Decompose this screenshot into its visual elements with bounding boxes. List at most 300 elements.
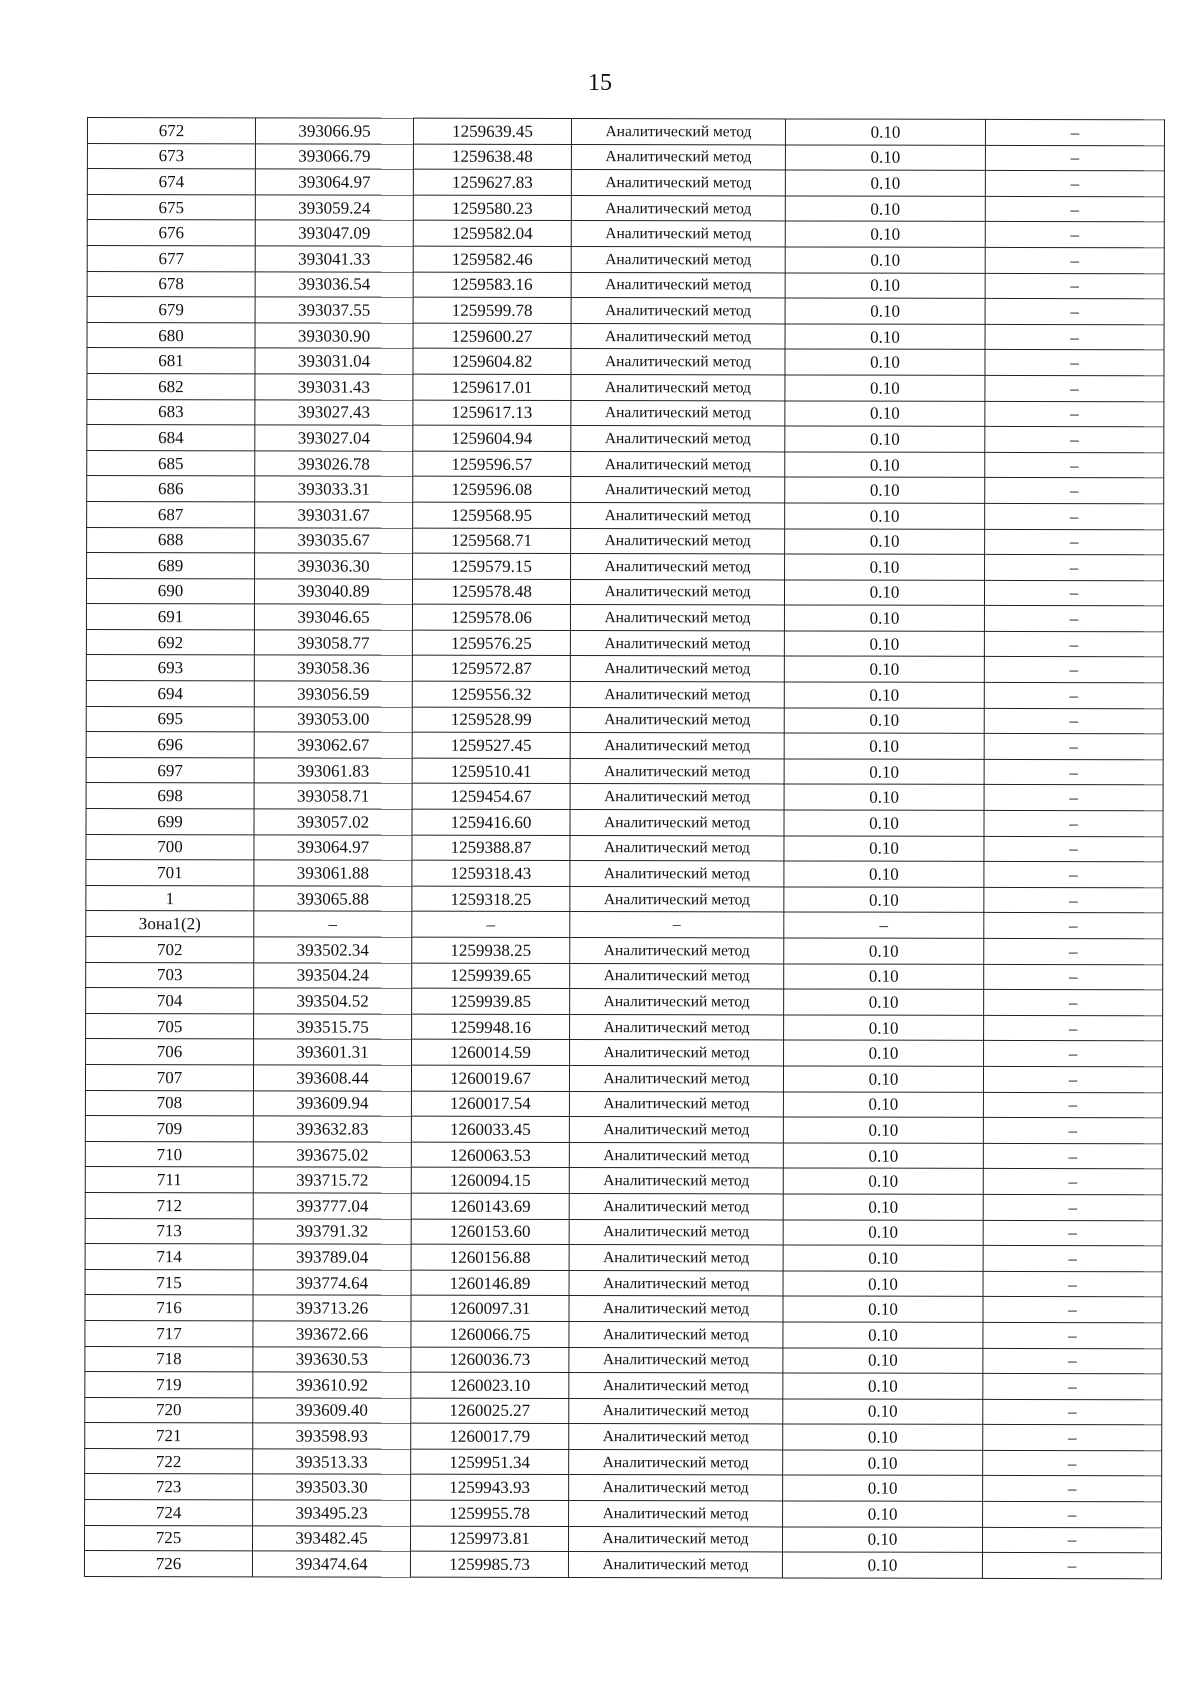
point-number-cell: 726 — [84, 1551, 252, 1577]
y-coordinate-cell: 1260094.15 — [411, 1168, 569, 1194]
point-number-cell: 703 — [86, 962, 254, 988]
description-cell: – — [983, 1143, 1162, 1169]
table-row — [86, 860, 1163, 888]
x-coordinate-cell: 393058.77 — [254, 630, 412, 656]
method-cell: Аналитический метод — [571, 528, 785, 554]
table-row — [87, 143, 1164, 171]
method-cell: Аналитический метод — [570, 861, 784, 887]
accuracy-cell: 0.10 — [783, 1475, 983, 1501]
point-number-cell: 704 — [86, 988, 254, 1014]
table-row — [85, 1141, 1162, 1169]
method-cell: Аналитический метод — [569, 1193, 783, 1219]
x-coordinate-cell: 393047.09 — [255, 220, 413, 246]
accuracy-cell: 0.10 — [784, 708, 984, 734]
accuracy-cell: 0.10 — [784, 938, 984, 964]
table-row — [85, 1167, 1162, 1195]
x-coordinate-cell: 393026.78 — [255, 451, 413, 477]
description-cell: – — [984, 657, 1163, 683]
description-cell: – — [984, 913, 1163, 939]
table-row — [85, 1244, 1162, 1272]
accuracy-cell: 0.10 — [785, 221, 985, 247]
table-row — [86, 1039, 1163, 1067]
point-number-cell: 697 — [86, 757, 254, 783]
x-coordinate-cell: 393598.93 — [253, 1423, 411, 1449]
description-cell: – — [985, 375, 1164, 401]
table-row — [85, 1474, 1162, 1502]
description-cell: – — [985, 145, 1164, 171]
description-cell: – — [985, 324, 1164, 350]
point-number-cell: 706 — [86, 1039, 254, 1065]
method-cell: Аналитический метод — [569, 1117, 783, 1143]
x-coordinate-cell: 393027.43 — [255, 399, 413, 425]
accuracy-cell: 0.10 — [785, 349, 985, 375]
table-row — [86, 629, 1163, 657]
y-coordinate-cell: 1259604.82 — [413, 349, 571, 375]
x-coordinate-cell: 393031.67 — [255, 502, 413, 528]
accuracy-cell: 0.10 — [783, 1219, 983, 1245]
table-row — [85, 1372, 1162, 1400]
accuracy-cell: 0.10 — [785, 528, 985, 554]
x-coordinate-cell: 393040.89 — [254, 579, 412, 605]
description-cell: – — [983, 1092, 1162, 1118]
table-row — [86, 809, 1163, 837]
accuracy-cell: 0.10 — [784, 580, 984, 606]
accuracy-cell: 0.10 — [784, 682, 984, 708]
point-number-cell: 684 — [87, 425, 255, 451]
method-cell: Аналитический метод — [570, 810, 784, 836]
y-coordinate-cell: 1259528.99 — [412, 707, 570, 733]
description-cell: – — [983, 1399, 1162, 1425]
point-number-cell: 708 — [85, 1090, 253, 1116]
point-number-cell: 710 — [85, 1141, 253, 1167]
table-row — [85, 1090, 1162, 1118]
table-row — [87, 348, 1164, 376]
accuracy-cell: 0.10 — [784, 656, 984, 682]
method-cell: Аналитический метод — [569, 1501, 783, 1527]
method-cell: Аналитический метод — [570, 682, 784, 708]
x-coordinate-cell: 393037.55 — [255, 297, 413, 323]
y-coordinate-cell: 1259318.25 — [412, 886, 570, 912]
x-coordinate-cell: 393064.97 — [254, 834, 412, 860]
y-coordinate-cell: 1259596.57 — [413, 451, 571, 477]
description-cell: – — [983, 1066, 1162, 1092]
method-cell: Аналитический метод — [570, 579, 784, 605]
accuracy-cell: 0.10 — [784, 784, 984, 810]
description-cell: – — [982, 1553, 1161, 1579]
description-cell: – — [984, 887, 1163, 913]
description-cell: – — [985, 350, 1164, 376]
description-cell: – — [984, 759, 1163, 785]
y-coordinate-cell: 1259454.67 — [412, 784, 570, 810]
x-coordinate-cell: 393713.26 — [253, 1295, 411, 1321]
x-coordinate-cell: 393046.65 — [254, 604, 412, 630]
table-row — [85, 1295, 1162, 1323]
table-row — [86, 706, 1163, 734]
method-cell: Аналитический метод — [571, 451, 785, 477]
point-number-cell: 695 — [86, 706, 254, 732]
method-cell: Аналитический метод — [571, 554, 785, 580]
x-coordinate-cell: 393504.24 — [254, 962, 412, 988]
table-row — [86, 757, 1163, 785]
description-cell: – — [984, 836, 1163, 862]
accuracy-cell: 0.10 — [783, 1501, 983, 1527]
description-cell: – — [985, 119, 1164, 145]
x-coordinate-cell: 393035.67 — [255, 527, 413, 553]
x-coordinate-cell: 393059.24 — [255, 195, 413, 221]
table-row — [87, 373, 1164, 401]
x-coordinate-cell: 393030.90 — [255, 323, 413, 349]
table-row — [85, 1218, 1162, 1246]
coordinates-table — [84, 117, 1165, 1579]
method-cell: Аналитический метод — [570, 605, 784, 631]
accuracy-cell: 0.10 — [783, 1399, 983, 1425]
description-cell: – — [983, 1194, 1162, 1220]
point-number-cell: 693 — [86, 655, 254, 681]
table-row — [87, 245, 1164, 273]
method-cell: Аналитический метод — [570, 1014, 784, 1040]
x-coordinate-cell: 393036.54 — [255, 271, 413, 297]
x-coordinate-cell: 393609.94 — [253, 1090, 411, 1116]
y-coordinate-cell: 1259939.65 — [412, 963, 570, 989]
point-number-cell: 724 — [85, 1500, 253, 1526]
method-cell: Аналитический метод — [571, 246, 785, 272]
x-coordinate-cell: 393065.88 — [254, 886, 412, 912]
point-number-cell: 678 — [87, 271, 255, 297]
description-cell: – — [983, 1348, 1162, 1374]
method-cell: Аналитический метод — [569, 1245, 783, 1271]
accuracy-cell: 0.10 — [785, 426, 985, 452]
description-cell: – — [985, 452, 1164, 478]
point-number-cell: 685 — [87, 450, 255, 476]
y-coordinate-cell: 1259568.95 — [413, 502, 571, 528]
x-coordinate-cell: 393791.32 — [253, 1218, 411, 1244]
description-cell: – — [984, 862, 1163, 888]
point-number-cell: 712 — [85, 1192, 253, 1218]
point-number-cell: 672 — [87, 118, 255, 144]
accuracy-cell: 0.10 — [785, 477, 985, 503]
x-coordinate-cell: 393715.72 — [253, 1167, 411, 1193]
point-number-cell: 719 — [85, 1372, 253, 1398]
y-coordinate-cell: 1259604.94 — [413, 425, 571, 451]
x-coordinate-cell: 393041.33 — [255, 246, 413, 272]
point-number-cell: 692 — [86, 629, 254, 655]
method-cell: Аналитический метод — [570, 707, 784, 733]
accuracy-cell: 0.10 — [783, 1066, 983, 1092]
table-row — [86, 988, 1163, 1016]
accuracy-cell: 0.10 — [785, 170, 985, 196]
table-row — [87, 501, 1164, 529]
table-row — [85, 1269, 1162, 1297]
accuracy-cell: 0.10 — [784, 861, 984, 887]
y-coordinate-cell: 1259579.15 — [413, 553, 571, 579]
table-row — [87, 220, 1164, 248]
point-number-cell: 682 — [87, 373, 255, 399]
y-coordinate-cell: 1259416.60 — [412, 809, 570, 835]
table-row — [84, 1525, 1161, 1553]
method-cell: Аналитический метод — [568, 1526, 782, 1552]
accuracy-cell: 0.10 — [783, 1092, 983, 1118]
point-number-cell: 686 — [87, 476, 255, 502]
y-coordinate-cell: 1260025.27 — [411, 1398, 569, 1424]
method-cell: Аналитический метод — [569, 1449, 783, 1475]
table-row — [87, 527, 1164, 555]
table-row — [87, 169, 1164, 197]
table-row — [85, 1116, 1162, 1144]
description-cell: – — [985, 247, 1164, 273]
x-coordinate-cell: 393053.00 — [254, 707, 412, 733]
method-cell: Аналитический метод — [571, 374, 785, 400]
description-cell: – — [985, 401, 1164, 427]
description-cell: – — [983, 1425, 1162, 1451]
x-coordinate-cell: 393482.45 — [252, 1526, 410, 1552]
x-coordinate-cell: 393513.33 — [253, 1449, 411, 1475]
x-coordinate-cell: 393056.59 — [254, 681, 412, 707]
point-number-cell: 691 — [86, 604, 254, 630]
accuracy-cell: 0.10 — [785, 452, 985, 478]
accuracy-cell: 0.10 — [785, 324, 985, 350]
method-cell: Аналитический метод — [570, 989, 784, 1015]
y-coordinate-cell: 1260033.45 — [411, 1116, 569, 1142]
accuracy-cell: 0.10 — [784, 733, 984, 759]
x-coordinate-cell: 393058.71 — [254, 783, 412, 809]
x-coordinate-cell: 393061.88 — [254, 860, 412, 886]
accuracy-cell: 0.10 — [783, 1194, 983, 1220]
point-number-cell: 681 — [87, 348, 255, 374]
accuracy-cell: 0.10 — [783, 1424, 983, 1450]
y-coordinate-cell: 1259948.16 — [412, 1014, 570, 1040]
accuracy-cell: 0.10 — [785, 145, 985, 171]
table-row — [86, 604, 1163, 632]
method-cell: Аналитический метод — [569, 1142, 783, 1168]
point-number-cell: 673 — [87, 143, 255, 169]
table-row — [87, 399, 1164, 427]
description-cell: – — [985, 222, 1164, 248]
x-coordinate-cell: 393036.30 — [255, 553, 413, 579]
description-cell: – — [984, 580, 1163, 606]
point-number-cell: 677 — [87, 245, 255, 271]
accuracy-cell: 0.10 — [782, 1552, 982, 1578]
description-cell: – — [984, 810, 1163, 836]
y-coordinate-cell: 1260153.60 — [411, 1219, 569, 1245]
x-coordinate-cell: 393503.30 — [253, 1474, 411, 1500]
description-cell: – — [982, 1527, 1161, 1553]
description-cell: – — [985, 478, 1164, 504]
point-number-cell: 702 — [86, 936, 254, 962]
y-coordinate-cell: 1259951.34 — [411, 1449, 569, 1475]
x-coordinate-cell: 393777.04 — [253, 1193, 411, 1219]
y-coordinate-cell: – — [412, 912, 570, 938]
point-number-cell: 717 — [85, 1320, 253, 1346]
point-number-cell: 679 — [87, 297, 255, 323]
table-row — [85, 1192, 1162, 1220]
x-coordinate-cell: 393031.04 — [255, 348, 413, 374]
point-number-cell: 707 — [85, 1064, 253, 1090]
method-cell: Аналитический метод — [571, 144, 785, 170]
x-coordinate-cell: 393630.53 — [253, 1346, 411, 1372]
accuracy-cell: 0.10 — [783, 1143, 983, 1169]
x-coordinate-cell: 393027.04 — [255, 425, 413, 451]
point-number-cell: 709 — [85, 1116, 253, 1142]
accuracy-cell: – — [784, 912, 984, 938]
x-coordinate-cell: 393601.31 — [254, 1039, 412, 1065]
description-cell: – — [983, 1118, 1162, 1144]
table-row — [87, 194, 1164, 222]
y-coordinate-cell: 1259955.78 — [411, 1500, 569, 1526]
x-coordinate-cell: 393608.44 — [253, 1065, 411, 1091]
method-cell: Аналитический метод — [570, 835, 784, 861]
description-cell: – — [983, 1246, 1162, 1272]
x-coordinate-cell: 393774.64 — [253, 1270, 411, 1296]
point-number-cell: 674 — [87, 169, 255, 195]
table-row — [87, 271, 1164, 299]
x-coordinate-cell: 393672.66 — [253, 1321, 411, 1347]
method-cell: Аналитический метод — [570, 784, 784, 810]
description-cell: – — [983, 1373, 1162, 1399]
method-cell: Аналитический метод — [570, 938, 784, 964]
y-coordinate-cell: 1259578.48 — [412, 579, 570, 605]
x-coordinate-cell: 393610.92 — [253, 1372, 411, 1398]
accuracy-cell: 0.10 — [785, 119, 985, 145]
accuracy-cell: 0.10 — [785, 375, 985, 401]
point-number-cell: 675 — [87, 194, 255, 220]
y-coordinate-cell: 1259973.81 — [410, 1526, 568, 1552]
y-coordinate-cell: 1259568.71 — [413, 528, 571, 554]
y-coordinate-cell: 1259572.87 — [412, 656, 570, 682]
x-coordinate-cell: 393515.75 — [254, 1014, 412, 1040]
method-cell: Аналитический метод — [569, 1424, 783, 1450]
accuracy-cell: 0.10 — [783, 1117, 983, 1143]
y-coordinate-cell: 1260036.73 — [411, 1347, 569, 1373]
y-coordinate-cell: 1260097.31 — [411, 1295, 569, 1321]
accuracy-cell: 0.10 — [782, 1527, 982, 1553]
description-cell: – — [984, 682, 1163, 708]
y-coordinate-cell: 1259617.01 — [413, 374, 571, 400]
method-cell: Аналитический метод — [571, 170, 785, 196]
accuracy-cell: 0.10 — [783, 1450, 983, 1476]
table-row — [84, 1551, 1161, 1579]
table-row — [86, 936, 1163, 964]
description-cell: – — [984, 631, 1163, 657]
x-coordinate-cell: 393058.36 — [254, 655, 412, 681]
y-coordinate-cell: 1260066.75 — [411, 1321, 569, 1347]
accuracy-cell: 0.10 — [783, 1373, 983, 1399]
table-row — [86, 681, 1163, 709]
method-cell: Аналитический метод — [571, 119, 785, 145]
method-cell: Аналитический метод — [571, 400, 785, 426]
point-number-cell: Зона1(2) — [86, 911, 254, 937]
description-cell: – — [985, 196, 1164, 222]
accuracy-cell: 0.10 — [785, 400, 985, 426]
x-coordinate-cell: 393474.64 — [252, 1551, 410, 1577]
table-row — [86, 885, 1163, 913]
method-cell: Аналитический метод — [570, 733, 784, 759]
point-number-cell: 694 — [86, 681, 254, 707]
method-cell: Аналитический метод — [569, 1065, 783, 1091]
table-row — [87, 425, 1164, 453]
method-cell: Аналитический метод — [570, 1040, 784, 1066]
description-cell: – — [984, 964, 1163, 990]
point-number-cell: 721 — [85, 1423, 253, 1449]
method-cell: Аналитический метод — [569, 1475, 783, 1501]
x-coordinate-cell: 393504.52 — [254, 988, 412, 1014]
y-coordinate-cell: 1259576.25 — [412, 630, 570, 656]
y-coordinate-cell: 1259985.73 — [410, 1551, 568, 1577]
y-coordinate-cell: 1260017.54 — [411, 1091, 569, 1117]
method-cell: Аналитический метод — [570, 963, 784, 989]
accuracy-cell: 0.10 — [783, 1347, 983, 1373]
point-number-cell: 687 — [87, 501, 255, 527]
method-cell: Аналитический метод — [569, 1398, 783, 1424]
method-cell: Аналитический метод — [571, 502, 785, 528]
x-coordinate-cell: 393066.79 — [255, 143, 413, 169]
accuracy-cell: 0.10 — [784, 887, 984, 913]
table-row — [85, 1423, 1162, 1451]
point-number-cell: 715 — [85, 1269, 253, 1295]
accuracy-cell: 0.10 — [783, 1245, 983, 1271]
accuracy-cell: 0.10 — [785, 247, 985, 273]
accuracy-cell: 0.10 — [784, 989, 984, 1015]
table-row — [86, 911, 1163, 939]
method-cell: Аналитический метод — [571, 298, 785, 324]
y-coordinate-cell: 1259599.78 — [413, 297, 571, 323]
description-cell: – — [983, 1271, 1162, 1297]
point-number-cell: 720 — [85, 1397, 253, 1423]
x-coordinate-cell: 393789.04 — [253, 1244, 411, 1270]
accuracy-cell: 0.10 — [784, 836, 984, 862]
description-cell: – — [985, 554, 1164, 580]
x-coordinate-cell: 393632.83 — [253, 1116, 411, 1142]
page-number: 15 — [588, 70, 612, 96]
description-cell: – — [984, 938, 1163, 964]
accuracy-cell: 0.10 — [785, 273, 985, 299]
accuracy-cell: 0.10 — [783, 1322, 983, 1348]
method-cell: Аналитический метод — [569, 1373, 783, 1399]
table-row — [85, 1500, 1162, 1528]
x-coordinate-cell: 393057.02 — [254, 809, 412, 835]
x-coordinate-cell: 393062.67 — [254, 732, 412, 758]
table-row — [87, 118, 1164, 146]
point-number-cell: 696 — [86, 732, 254, 758]
point-number-cell: 718 — [85, 1346, 253, 1372]
x-coordinate-cell: 393675.02 — [253, 1142, 411, 1168]
accuracy-cell: 0.10 — [784, 1040, 984, 1066]
method-cell: Аналитический метод — [568, 1552, 782, 1578]
description-cell: – — [984, 708, 1163, 734]
y-coordinate-cell: 1259578.06 — [412, 604, 570, 630]
y-coordinate-cell: 1259527.45 — [412, 732, 570, 758]
method-cell: – — [570, 912, 784, 938]
y-coordinate-cell: 1259627.83 — [413, 169, 571, 195]
point-number-cell: 700 — [86, 834, 254, 860]
description-cell: – — [983, 1501, 1162, 1527]
y-coordinate-cell: 1259639.45 — [413, 118, 571, 144]
accuracy-cell: 0.10 — [784, 759, 984, 785]
y-coordinate-cell: 1259388.87 — [412, 835, 570, 861]
point-number-cell: 714 — [85, 1244, 253, 1270]
point-number-cell: 689 — [87, 553, 255, 579]
table-row — [87, 476, 1164, 504]
x-coordinate-cell: – — [254, 911, 412, 937]
method-cell: Аналитический метод — [571, 195, 785, 221]
y-coordinate-cell: 1259938.25 — [412, 937, 570, 963]
method-cell: Аналитический метод — [571, 477, 785, 503]
method-cell: Аналитический метод — [569, 1270, 783, 1296]
table-row — [86, 732, 1163, 760]
accuracy-cell: 0.10 — [785, 196, 985, 222]
point-number-cell: 705 — [86, 1013, 254, 1039]
description-cell: – — [984, 606, 1163, 632]
table-row — [85, 1346, 1162, 1374]
